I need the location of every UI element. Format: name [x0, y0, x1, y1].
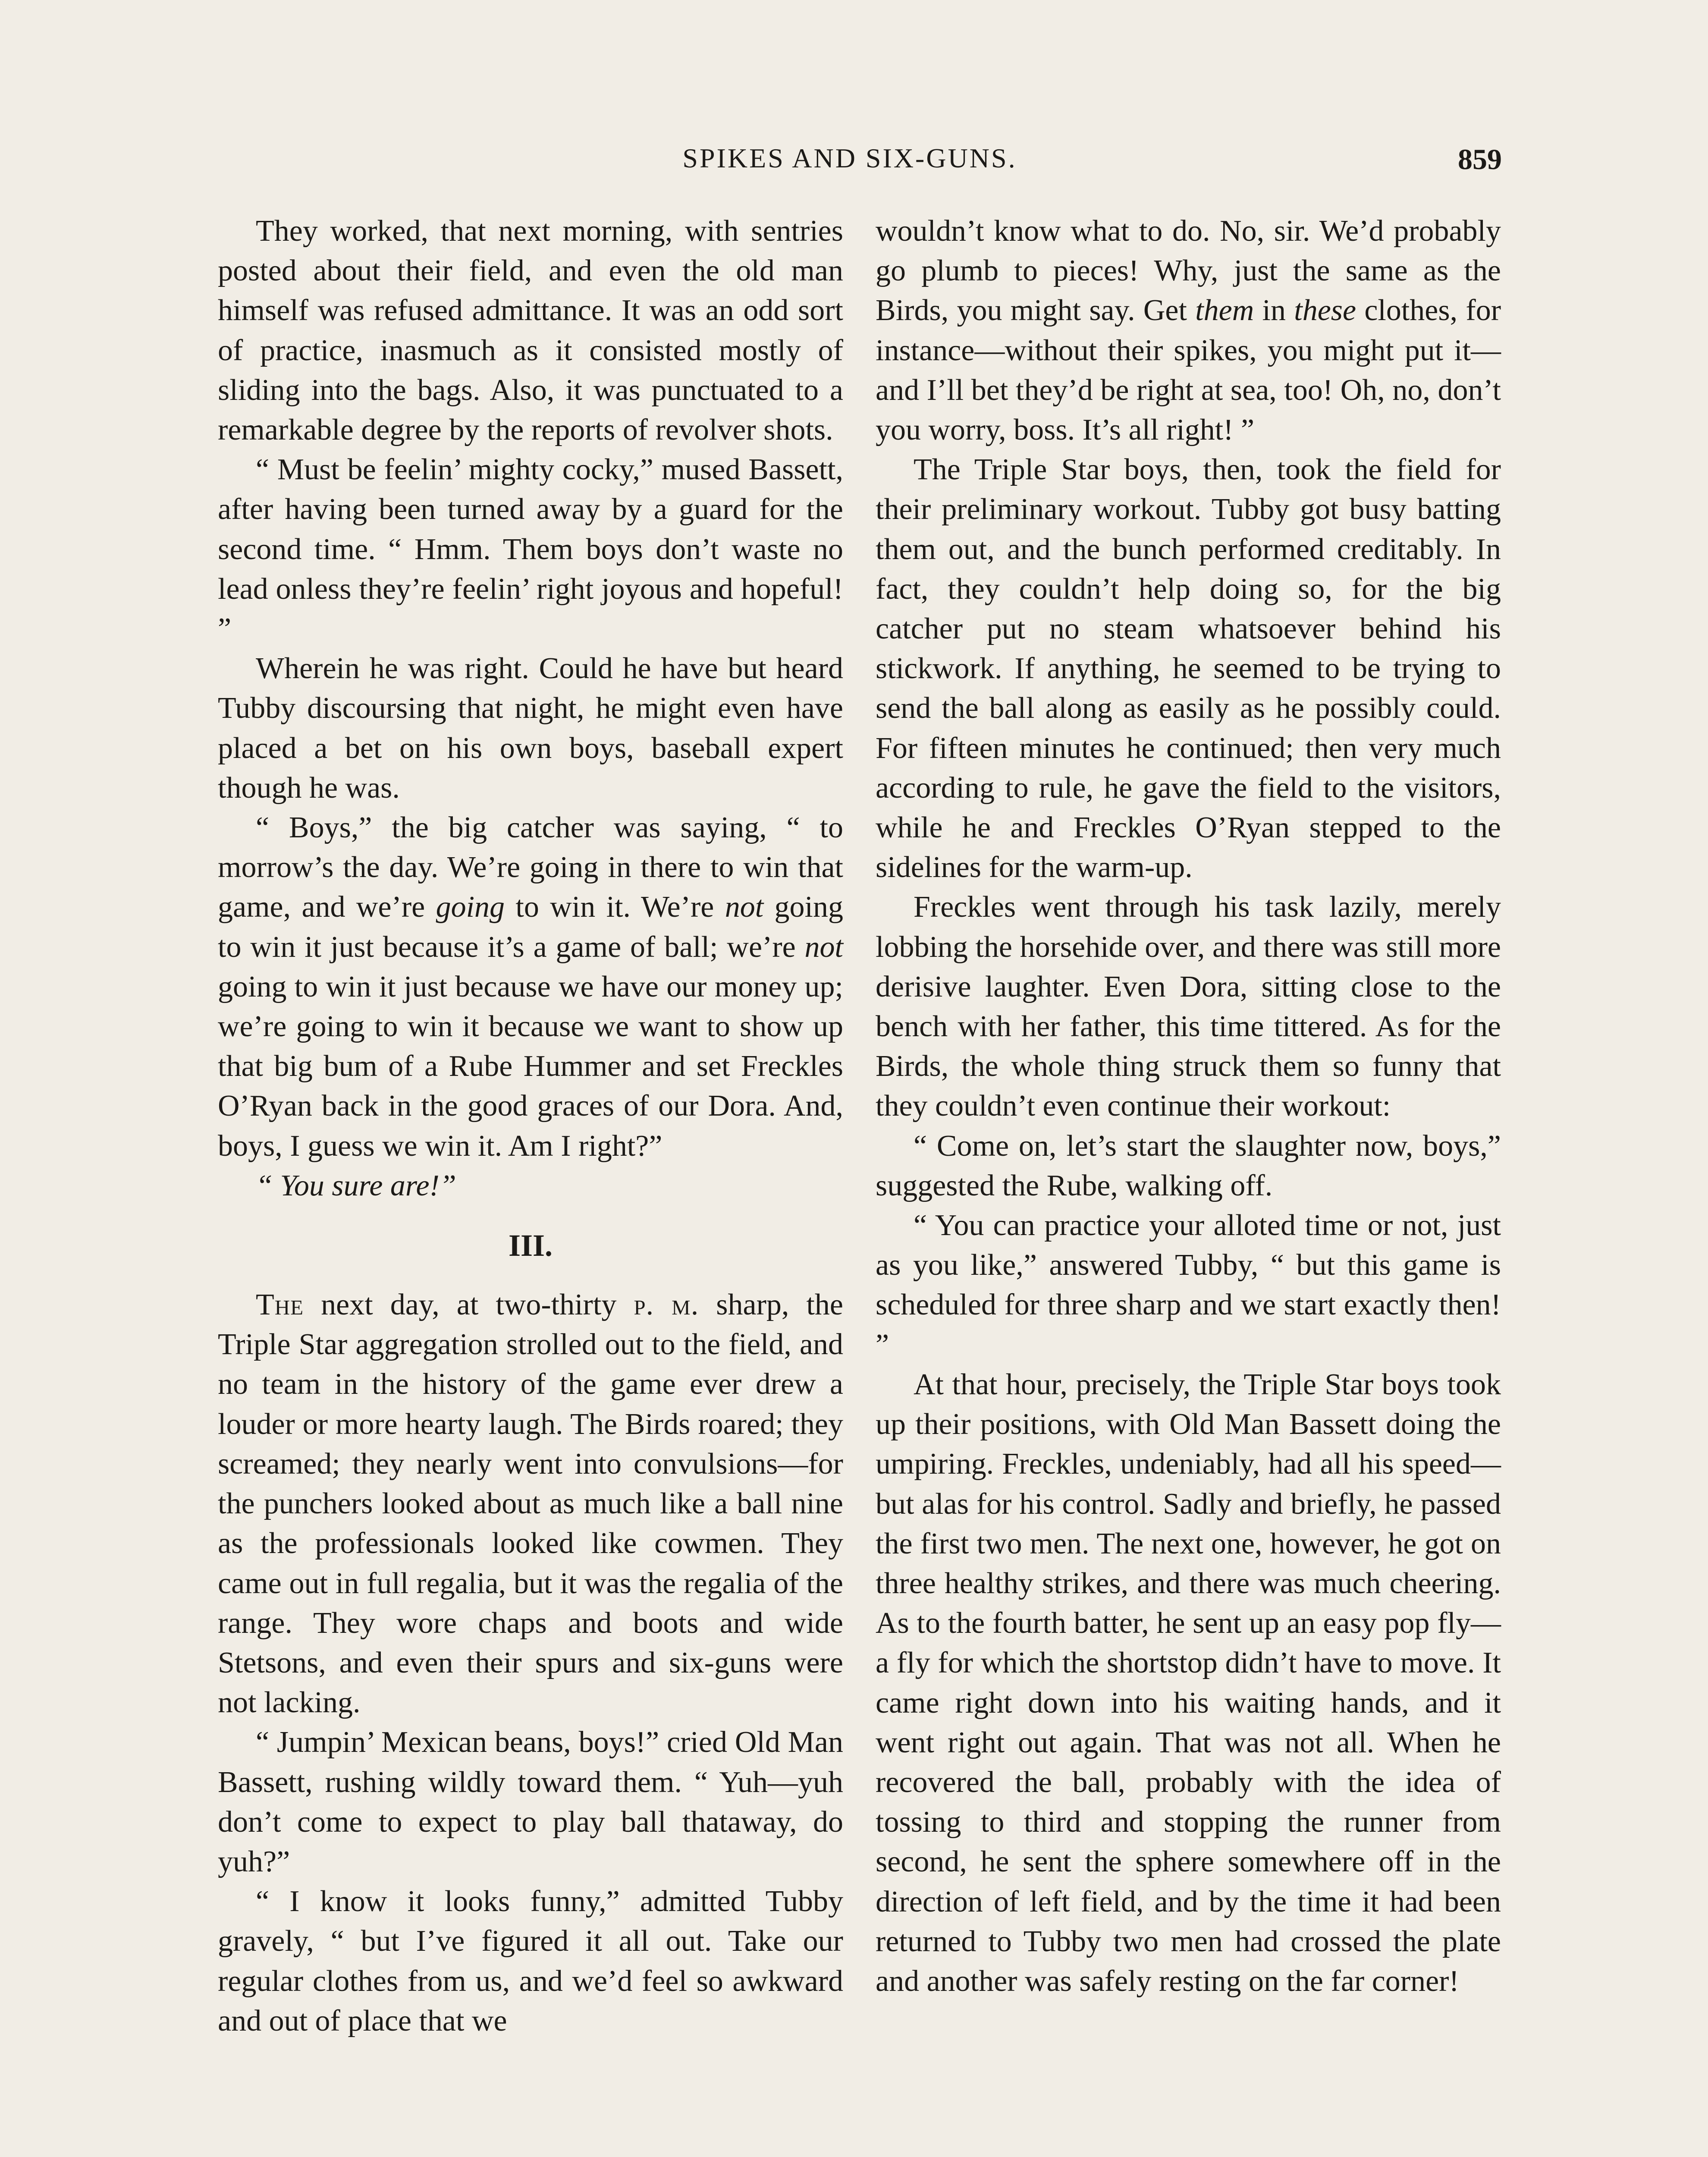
paragraph: They worked, that next morning, with sentries posted about their field, and even the old man himself was refused admittance. It was an odd sort of practice, inasmuch as it consisted mostly of sliding into the bags. Also, it was punctuated to a remarkable degree by the reports of revolver shots.: [218, 214, 843, 447]
paragraph: Wherein he was right. Could he have but heard Tubby discoursing that night, he might even have placed a bet on his own boys, baseball expert though he was.: [218, 652, 843, 805]
text-run: going to win it just because it’s a game of ball; we’re: [218, 890, 843, 964]
text-run: to win it. We’re: [505, 890, 725, 924]
paragraph: Freckles went through his task lazily, merely lobbing the horsehide over, and there was still more derisive laughter. Even Dora, sitting close to the bench with her father, this time tittered. As for the Birds, the whole thing struck them so funny that they couldn’t even continue their workout:: [876, 890, 1501, 1123]
text-run: “ Boys,” the big catcher was saying, “ to morrow’s the day. We’re going in there to win that game, and we’re: [218, 811, 843, 924]
paragraph: “ Jumpin’ Mexican beans, boys!” cried Old Man Bassett, rushing wildly toward them. “ Yuh—yuh don’t come to expect to play ball thataway, do yuh?”: [218, 1726, 843, 1878]
running-title: SPIKES AND SIX-GUNS.: [682, 143, 1017, 173]
right-column: [876, 211, 1501, 2001]
left-column: [218, 211, 843, 2041]
paragraph: [218, 1285, 843, 1723]
paragraph: [218, 808, 843, 1166]
emphasis: not: [725, 890, 764, 924]
emphasis: not: [804, 930, 843, 964]
text-run: going to win it just because we have our money up; we’re going to win it because we want to show up that big bum of a Rube Hummer and set Freckles O’Ryan back in the good graces of our Dora. And, boys, I guess we win it. Am I right?”: [218, 970, 843, 1163]
emphasis: “ You sure are!”: [256, 1169, 456, 1202]
paragraph: “ Come on, let’s start the slaughter now, boys,” suggested the Rube, walking off.: [876, 1129, 1501, 1202]
paragraph: The Triple Star boys, then, took the field for their preliminary workout. Tubby got busy batting them out, and the bunch performed creditably. In fact, they couldn’t help doing so, for the big catcher put no steam whatsoever behind his stickwork. If anything, he seemed to be trying to send the ball along as easily as he possibly could. For fifteen minutes he continued; then very much according to rule, he gave the field to the visitors, while he and Freckles O’Ryan stepped to the sidelines for the warm-up.: [876, 453, 1501, 884]
emphasis: going: [436, 890, 505, 924]
emphasis: them: [1195, 294, 1254, 327]
text-run: sharp, the Triple Star aggregation strolled out to the field, and no team in the history of the game ever drew a louder or more hearty laugh. The Birds roared; they screamed; they nearly went into convulsions—for the punchers looked about as much like a ball nine as the professionals looked like cowmen. They came out in full regalia, but it was the regalia of the range. They wore chaps and boots and wide Stetsons, and even their spurs and six-guns were not lacking.: [218, 1288, 843, 1720]
paragraph: At that hour, precisely, the Triple Star boys took up their positions, with Old Man Bassett doing the umpiring. Freckles, undeniably, had all his speed—but alas for his control. Sadly and briefly, he passed the first two men. The next one, however, he got on three healthy strikes, and there was much cheering. As to the fourth batter, he sent up an easy pop fly—a fly for which the shortstop didn’t have to move. It came right down into his waiting hands, and it went right out again. That was not all. When he recovered the ball, probably with the idea of tossing to third and stopping the runner from second, he sent the sphere somewhere off in the direction of left field, and by the time it had been returned to Tubby two men had crossed the plate and another was safely resting on the far corner!: [876, 1368, 1501, 1998]
section-heading: III.: [508, 1228, 553, 1263]
opening-word: The: [256, 1288, 304, 1322]
paragraph: “ I know it looks funny,” admitted Tubby gravely, “ but I’ve figured it all out. Take our regular clothes from us, and we’d feel so awkward and out of place that we: [218, 1885, 843, 2038]
text-run: clothes, for instance—without their spikes, you might put it—and I’ll bet they’d be right at sea, too! Oh, no, don’t you worry, boss. It’s all right! ”: [876, 294, 1501, 447]
paragraph: “ You can practice your alloted time or not, just as you like,” answered Tubby, “ but this game is scheduled for three sharp and we start exactly then! ”: [876, 1209, 1501, 1361]
text-run: in: [1254, 294, 1294, 327]
paragraph: “ Must be feelin’ mighty cocky,” mused Bassett, after having been turned away by a guard for the second time. “ Hmm. Them boys don’t waste no lead onless they’re feelin’ right joyous and hopeful! ”: [218, 453, 843, 646]
paragraph: [876, 211, 1501, 450]
time-abbreviation: p. m.: [634, 1288, 699, 1322]
text-run: wouldn’t know what to do. No, sir. We’d probably go plumb to pieces! Why, just the same as the Birds, you might say. Get: [876, 214, 1501, 327]
paragraph: [218, 1166, 843, 1206]
page-number: 859: [1458, 143, 1502, 176]
emphasis: these: [1294, 294, 1356, 327]
running-head: [0, 142, 1708, 181]
text-run: next day, at two-thirty: [304, 1288, 634, 1322]
